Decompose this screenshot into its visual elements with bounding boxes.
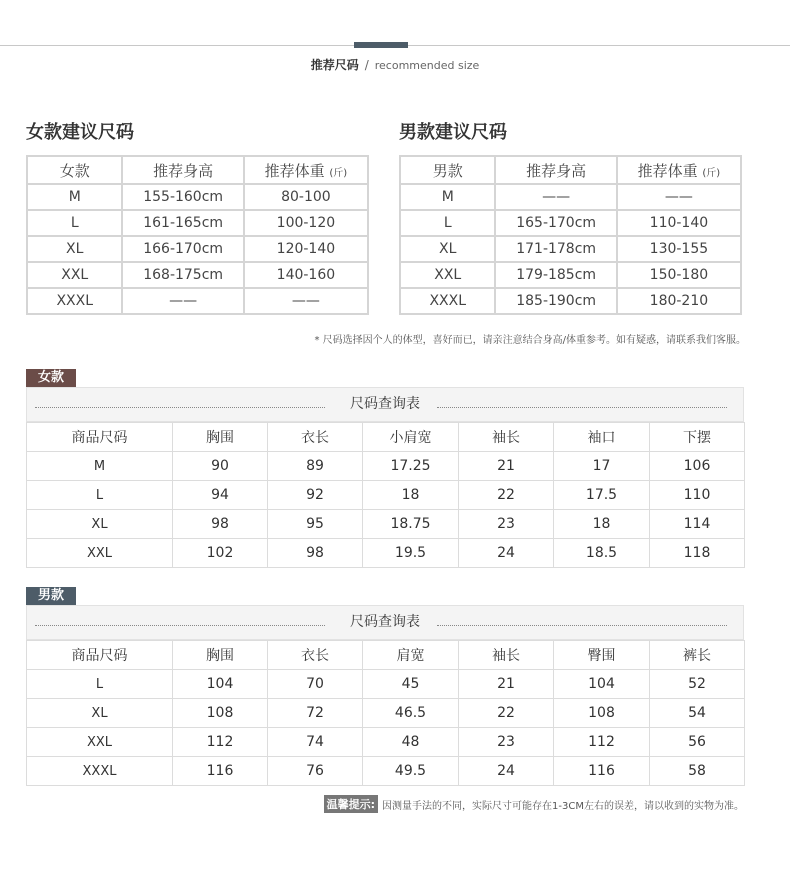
cell: 179-185cm: [495, 262, 616, 288]
cell: 18.75: [363, 510, 459, 539]
tip-text: 因测量手法的不同，实际尺寸可能存在1-3CM左右的误差，请以收到的实物为准。: [382, 800, 744, 812]
cell: 49.5: [363, 757, 459, 786]
table-row: [400, 184, 741, 210]
size-cell: M: [400, 184, 495, 210]
size-cell: L: [27, 481, 173, 510]
size-cell: L: [400, 210, 495, 236]
cell: 116: [554, 757, 650, 786]
header-title-en: recommended size: [374, 59, 480, 72]
cell: 130-155: [617, 236, 741, 262]
dotted-divider: [35, 407, 325, 408]
table-row: [27, 510, 745, 539]
unit-label: (斤): [329, 167, 348, 179]
table-header-row: [400, 156, 741, 184]
cell: 180-210: [617, 288, 741, 314]
cell: 74: [268, 728, 363, 757]
cell: ——: [244, 288, 368, 314]
header-cell: 袖长: [459, 423, 554, 452]
size-cell: XL: [27, 699, 173, 728]
header-cell: 商品尺码: [27, 423, 173, 452]
cell: 70: [268, 670, 363, 699]
chart-titlebar: [26, 605, 744, 640]
header-label: 推荐体重: [637, 161, 698, 180]
cell: 140-160: [244, 262, 368, 288]
header-title-cn: 推荐尺码: [310, 58, 359, 72]
cell: 161-165cm: [122, 210, 243, 236]
header-cell: [244, 156, 368, 184]
cell: 112: [554, 728, 650, 757]
unit-label: (斤): [702, 167, 721, 179]
header-cell: 商品尺码: [27, 641, 173, 670]
size-cell: XXXL: [400, 288, 495, 314]
size-cell: M: [27, 452, 173, 481]
size-cell: XXL: [27, 728, 173, 757]
header-cell: 胸围: [173, 641, 268, 670]
cell: 100-120: [244, 210, 368, 236]
cell: ——: [617, 184, 741, 210]
page-header: [0, 56, 790, 73]
cell: 98: [268, 539, 363, 568]
women-rec-table: [26, 155, 369, 315]
chart-title: 尺码查询表: [342, 388, 428, 421]
men-rec-table: [399, 155, 742, 315]
cell: 89: [268, 452, 363, 481]
header-cell: 下摆: [650, 423, 745, 452]
cell: 171-178cm: [495, 236, 616, 262]
header-cell: 女款: [27, 156, 122, 184]
women-size-chart: [26, 387, 744, 568]
cell: 104: [173, 670, 268, 699]
cell: ——: [495, 184, 616, 210]
table-row: [27, 757, 745, 786]
size-cell: XL: [27, 236, 122, 262]
women-tag: 女款: [26, 369, 76, 387]
cell: 22: [459, 481, 554, 510]
cell: 108: [173, 699, 268, 728]
header-cell: 衣长: [268, 641, 363, 670]
women-size-table: [26, 422, 745, 568]
cell: 104: [554, 670, 650, 699]
table-row: [27, 699, 745, 728]
header-cell: 胸围: [173, 423, 268, 452]
cell: 108: [554, 699, 650, 728]
size-cell: L: [27, 670, 173, 699]
table-row: [27, 539, 745, 568]
size-cell: XXXL: [27, 757, 173, 786]
header-cell: 肩宽: [363, 641, 459, 670]
cell: 56: [650, 728, 745, 757]
size-cell: XXL: [400, 262, 495, 288]
cell: 21: [459, 452, 554, 481]
dotted-divider: [437, 407, 727, 408]
table-header-row: [27, 156, 368, 184]
cell: 58: [650, 757, 745, 786]
cell: 45: [363, 670, 459, 699]
cell: ——: [122, 288, 243, 314]
dotted-divider: [437, 625, 727, 626]
cell: 48: [363, 728, 459, 757]
cell: 19.5: [363, 539, 459, 568]
table-row: [400, 236, 741, 262]
cell: 106: [650, 452, 745, 481]
size-cell: XL: [400, 236, 495, 262]
table-row: [27, 452, 745, 481]
cell: 95: [268, 510, 363, 539]
women-rec-title: 女款建议尺码: [26, 122, 134, 143]
header-cell: 推荐身高: [122, 156, 243, 184]
cell: 18: [554, 510, 650, 539]
header-separator: /: [364, 58, 369, 72]
cell: 52: [650, 670, 745, 699]
cell: 98: [173, 510, 268, 539]
cell: 24: [459, 539, 554, 568]
men-rec-title: 男款建议尺码: [399, 122, 507, 143]
table-row: [27, 670, 745, 699]
men-size-chart: [26, 605, 744, 786]
cell: 46.5: [363, 699, 459, 728]
cell: 168-175cm: [122, 262, 243, 288]
cell: 92: [268, 481, 363, 510]
header-cell: 推荐身高: [495, 156, 616, 184]
table-row: [27, 288, 368, 314]
cell: 166-170cm: [122, 236, 243, 262]
warm-tip: [324, 795, 744, 813]
cell: 17.5: [554, 481, 650, 510]
header-cell: [617, 156, 741, 184]
cell: 22: [459, 699, 554, 728]
header-cell: 男款: [400, 156, 495, 184]
header-label: 推荐体重: [264, 161, 325, 180]
cell: 116: [173, 757, 268, 786]
cell: 120-140: [244, 236, 368, 262]
cell: 114: [650, 510, 745, 539]
cell: 17.25: [363, 452, 459, 481]
size-cell: XXL: [27, 539, 173, 568]
chart-titlebar: [26, 387, 744, 422]
header-cell: 衣长: [268, 423, 363, 452]
cell: 155-160cm: [122, 184, 243, 210]
cell: 94: [173, 481, 268, 510]
size-cell: XXXL: [27, 288, 122, 314]
chart-title: 尺码查询表: [342, 606, 428, 639]
header-cell: 袖长: [459, 641, 554, 670]
size-cell: XXL: [27, 262, 122, 288]
cell: 80-100: [244, 184, 368, 210]
table-row: [400, 210, 741, 236]
table-row: [27, 210, 368, 236]
size-cell: M: [27, 184, 122, 210]
cell: 17: [554, 452, 650, 481]
cell: 24: [459, 757, 554, 786]
cell: 185-190cm: [495, 288, 616, 314]
table-header-row: [27, 423, 745, 452]
cell: 18.5: [554, 539, 650, 568]
header-cell: 小肩宽: [363, 423, 459, 452]
top-accent-bar: [354, 42, 408, 48]
tip-label: 温馨提示:: [324, 795, 378, 813]
size-cell: XL: [27, 510, 173, 539]
dotted-divider: [35, 625, 325, 626]
header-cell: 袖口: [554, 423, 650, 452]
cell: 21: [459, 670, 554, 699]
size-note: * 尺码选择因个人的体型，喜好而已，请亲注意结合身高/体重参考。如有疑惑，请联系我们客服。: [314, 335, 746, 346]
cell: 18: [363, 481, 459, 510]
table-row: [27, 236, 368, 262]
cell: 110: [650, 481, 745, 510]
cell: 76: [268, 757, 363, 786]
table-header-row: [27, 641, 745, 670]
cell: 23: [459, 728, 554, 757]
table-row: [27, 481, 745, 510]
table-row: [27, 184, 368, 210]
size-cell: L: [27, 210, 122, 236]
cell: 72: [268, 699, 363, 728]
table-row: [27, 728, 745, 757]
cell: 102: [173, 539, 268, 568]
men-size-table: [26, 640, 745, 786]
header-cell: 臀围: [554, 641, 650, 670]
cell: 165-170cm: [495, 210, 616, 236]
table-row: [400, 288, 741, 314]
table-row: [27, 262, 368, 288]
cell: 112: [173, 728, 268, 757]
cell: 110-140: [617, 210, 741, 236]
men-tag: 男款: [26, 587, 76, 605]
header-cell: 裤长: [650, 641, 745, 670]
cell: 150-180: [617, 262, 741, 288]
cell: 23: [459, 510, 554, 539]
cell: 90: [173, 452, 268, 481]
table-row: [400, 262, 741, 288]
cell: 118: [650, 539, 745, 568]
cell: 54: [650, 699, 745, 728]
